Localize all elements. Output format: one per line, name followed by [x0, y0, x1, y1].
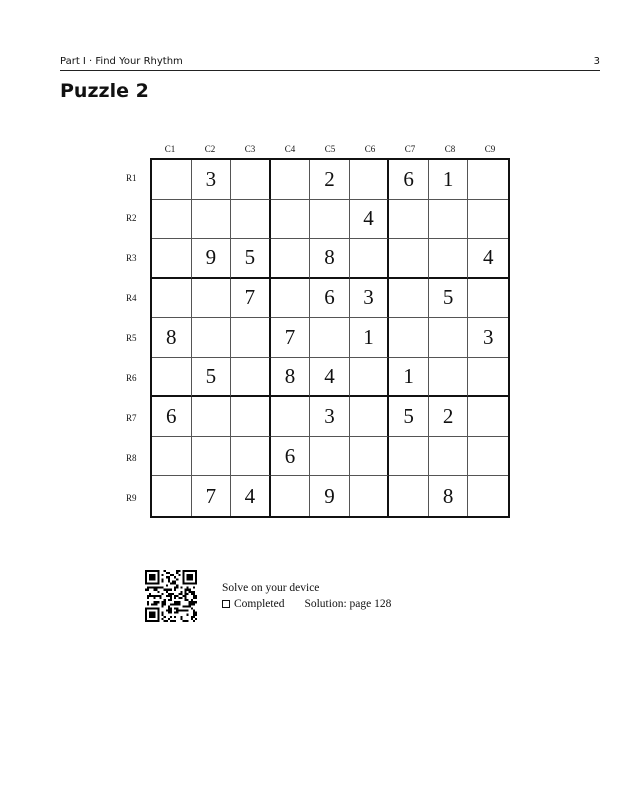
sudoku-cell[interactable]: 8	[271, 358, 311, 398]
sudoku-cell[interactable]: 5	[429, 279, 469, 319]
sudoku-cell[interactable]	[389, 476, 429, 516]
sudoku-cell[interactable]	[468, 200, 508, 240]
column-label: C5	[324, 144, 336, 154]
completed-checkbox[interactable]	[222, 600, 230, 608]
sudoku-cell[interactable]	[350, 239, 390, 279]
sudoku-cell[interactable]: 6	[389, 160, 429, 200]
sudoku-cell[interactable]	[429, 239, 469, 279]
sudoku-cell[interactable]: 3	[192, 160, 232, 200]
column-label: C8	[444, 144, 456, 154]
row-label: R8	[126, 453, 137, 463]
sudoku-cell[interactable]: 9	[310, 476, 350, 516]
column-label: C7	[404, 144, 416, 154]
sudoku-cell[interactable]	[152, 200, 192, 240]
sudoku-cell[interactable]: 5	[389, 397, 429, 437]
column-label: C1	[164, 144, 176, 154]
column-label: C9	[484, 144, 496, 154]
row-label: R4	[126, 293, 137, 303]
sudoku-cell[interactable]	[231, 397, 271, 437]
sudoku-cell[interactable]	[468, 437, 508, 477]
sudoku-cell[interactable]	[350, 358, 390, 398]
sudoku-cell[interactable]	[192, 318, 232, 358]
sudoku-cell[interactable]	[310, 318, 350, 358]
column-label: C3	[244, 144, 256, 154]
sudoku-cell[interactable]	[350, 397, 390, 437]
sudoku-cell[interactable]	[271, 200, 311, 240]
sudoku-cell[interactable]: 6	[271, 437, 311, 477]
sudoku-cell[interactable]	[350, 437, 390, 477]
sudoku-cell[interactable]	[389, 239, 429, 279]
column-labels	[150, 144, 510, 156]
sudoku-cell[interactable]	[389, 200, 429, 240]
sudoku-cell[interactable]: 2	[429, 397, 469, 437]
sudoku-cell[interactable]: 5	[192, 358, 232, 398]
sudoku-cell[interactable]: 1	[429, 160, 469, 200]
sudoku-cell[interactable]	[389, 318, 429, 358]
column-label: C4	[284, 144, 296, 154]
sudoku-cell[interactable]	[231, 200, 271, 240]
row-labels	[126, 158, 150, 518]
column-label: C6	[364, 144, 376, 154]
sudoku-cell[interactable]	[192, 397, 232, 437]
page-header	[60, 56, 600, 71]
row-label: R5	[126, 333, 137, 343]
row-label: R9	[126, 493, 137, 503]
sudoku-cell[interactable]	[389, 437, 429, 477]
sudoku-cell[interactable]	[271, 279, 311, 319]
sudoku-cell[interactable]	[429, 200, 469, 240]
completed-label: Completed	[234, 598, 285, 610]
sudoku-cell[interactable]	[192, 200, 232, 240]
sudoku-cell[interactable]	[152, 358, 192, 398]
sudoku-cell[interactable]	[468, 476, 508, 516]
column-label: C2	[204, 144, 216, 154]
sudoku-cell[interactable]	[350, 476, 390, 516]
sudoku-cell[interactable]	[192, 437, 232, 477]
sudoku-cell[interactable]	[192, 279, 232, 319]
sudoku-cell[interactable]	[468, 160, 508, 200]
sudoku-cell[interactable]	[271, 160, 311, 200]
sudoku-cell[interactable]: 7	[192, 476, 232, 516]
sudoku-cell[interactable]: 8	[429, 476, 469, 516]
sudoku-cell[interactable]: 6	[152, 397, 192, 437]
sudoku-cell[interactable]: 4	[350, 200, 390, 240]
sudoku-cell[interactable]: 4	[310, 358, 350, 398]
sudoku-cell[interactable]	[429, 437, 469, 477]
sudoku-cell[interactable]	[231, 318, 271, 358]
sudoku-cell[interactable]: 3	[310, 397, 350, 437]
sudoku-cell[interactable]	[468, 358, 508, 398]
sudoku-cell[interactable]	[468, 279, 508, 319]
sudoku-cell[interactable]: 1	[350, 318, 390, 358]
sudoku-cell[interactable]	[429, 318, 469, 358]
puzzle-title: Puzzle 2	[60, 80, 149, 102]
sudoku-cell[interactable]: 8	[310, 239, 350, 279]
solve-text: Solve on your device	[222, 582, 320, 594]
sudoku-cell[interactable]	[152, 476, 192, 516]
sudoku-cell[interactable]	[389, 279, 429, 319]
sudoku-cell[interactable]: 3	[468, 318, 508, 358]
sudoku-cell[interactable]: 7	[271, 318, 311, 358]
row-label: R7	[126, 413, 137, 423]
sudoku-cell[interactable]: 9	[192, 239, 232, 279]
sudoku-cell[interactable]: 8	[152, 318, 192, 358]
sudoku-cell[interactable]: 1	[389, 358, 429, 398]
sudoku-cell[interactable]	[231, 358, 271, 398]
sudoku-cell[interactable]: 2	[310, 160, 350, 200]
sudoku-cell[interactable]: 5	[231, 239, 271, 279]
sudoku-cell[interactable]: 4	[468, 239, 508, 279]
sudoku-cell[interactable]	[152, 239, 192, 279]
sudoku-cell[interactable]: 3	[350, 279, 390, 319]
sudoku-cell[interactable]	[152, 437, 192, 477]
sudoku-cell[interactable]: 4	[231, 476, 271, 516]
sudoku-cell[interactable]	[350, 160, 390, 200]
solve-info	[222, 580, 391, 612]
sudoku-grid	[150, 158, 510, 518]
sudoku-cell[interactable]	[271, 476, 311, 516]
section-title: Part I · Find Your Rhythm	[60, 56, 183, 67]
sudoku-cell[interactable]	[468, 397, 508, 437]
solution-reference: Solution: page 128	[304, 598, 392, 610]
row-label: R6	[126, 373, 137, 383]
sudoku-cell[interactable]	[231, 437, 271, 477]
sudoku-cell[interactable]	[231, 160, 271, 200]
row-label: R3	[126, 253, 137, 263]
sudoku-cell[interactable]	[310, 437, 350, 477]
row-label: R2	[126, 213, 137, 223]
sudoku-cell[interactable]	[271, 397, 311, 437]
qr-code-icon[interactable]	[145, 570, 197, 622]
sudoku-cell[interactable]	[152, 279, 192, 319]
sudoku-cell[interactable]	[310, 200, 350, 240]
sudoku-cell[interactable]: 6	[310, 279, 350, 319]
sudoku-cell[interactable]: 7	[231, 279, 271, 319]
page-number: 3	[593, 56, 600, 67]
sudoku-cell[interactable]	[429, 358, 469, 398]
sudoku-cell[interactable]	[152, 160, 192, 200]
row-label: R1	[126, 173, 137, 183]
sudoku-cell[interactable]	[271, 239, 311, 279]
